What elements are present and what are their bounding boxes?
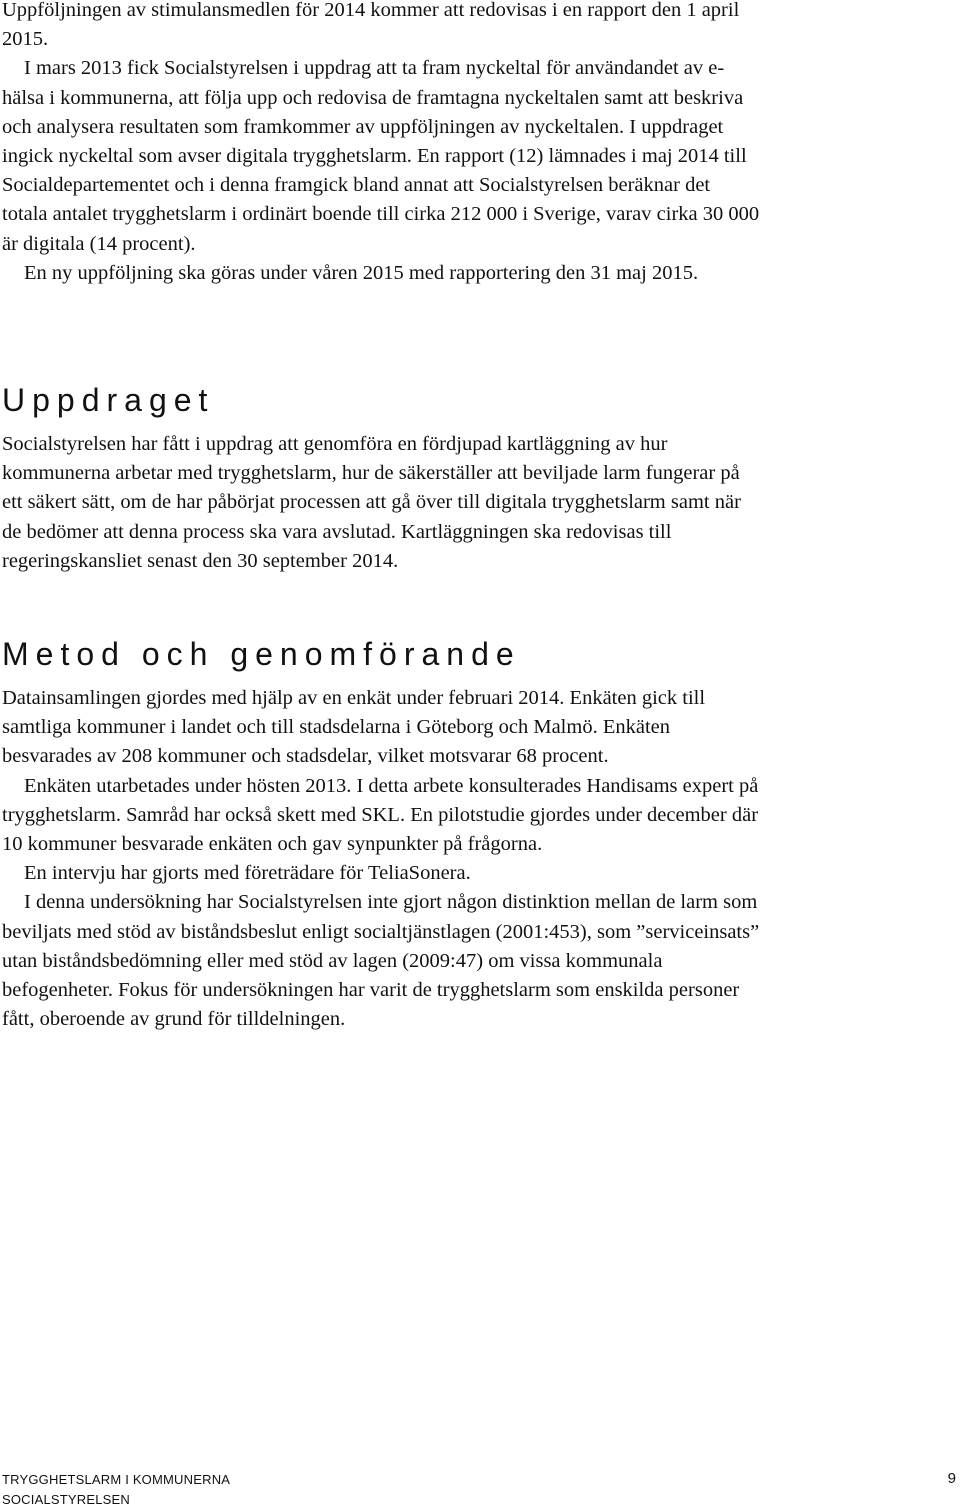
uppdraget-paragraph-1: Socialstyrelsen har fått i uppdrag att genomföra en fördjupad kartläggning av hur kommunerna arbetar med trygghetslarm, hur de säkerställer att beviljade larm fungerar på ett säkert sätt, om de har påbörjat processen att gå över till digitala trygghetslarm samt när de bedömer att denna process ska vara avslutad. Kartläggningen ska redovisas till regeringskansliet senast den 30 september 2014. (2, 433, 741, 572)
intro-paragraph-3: En ny uppföljning ska göras under våren 2015 med rapportering den 31 maj 2015. (24, 261, 699, 284)
metod-section (2, 684, 760, 1034)
metod-paragraph-1: Datainsamlingen gjordes med hjälp av en enkät under februari 2014. Enkäten gick till samtliga kommuner i landet och till stadsdelarna i Göteborg och Malmö. Enkäten besvarades av 208 kommuner och stadsdelar, vilket motsvarar 68 procent. (2, 687, 706, 768)
metod-paragraph-4: I denna undersökning har Socialstyrelsen inte gjort någon distinktion mellan de larm som beviljats med stöd av biståndsbeslut enligt socialtjänstlagen (2001:453), som ”serviceinsats” utan biståndsbedömning eller med stöd av lagen (2009:47) om vissa kommunala befogenheter. Fokus för undersökningen har varit de trygghetslarm som enskilda personer fått, oberoende av grund för tilldelningen. (2, 891, 760, 1031)
intro-paragraph-2: I mars 2013 fick Socialstyrelsen i uppdrag att ta fram nyckeltal för användandet av e-hälsa i kommunerna, att följa upp och redovisa de framtagna nyckeltalen samt att beskriva och analysera resultaten som framkommer av uppföljningen av nyckeltalen. I uppdraget ingick nyckeltal som avser digitala trygghetslarm. En rapport (12) lämnades i maj 2014 till Socialdepartementet och i denna framgick bland annat att Socialstyrelsen beräknar det totala antalet trygghetslarm i ordinärt boende till cirka 212 000 i Sverige, varav cirka 30 000 är digitala (14 procent). (2, 57, 760, 255)
uppdraget-section (2, 430, 760, 576)
page-number: 9 (947, 1470, 956, 1487)
intro-paragraph-1: Uppföljningen av stimulansmedlen för 2014 kommer att redovisas i en rapport den 1 april 2015. (2, 0, 740, 51)
intro-section (2, 0, 760, 288)
footer-publisher: SOCIALSTYRELSEN (2, 1492, 130, 1507)
heading-metod: Metod och genomförande (2, 636, 521, 672)
footer-report-title: TRYGGHETSLARM I KOMMUNERNA (2, 1472, 231, 1487)
heading-uppdraget: Uppdraget (2, 382, 215, 418)
metod-paragraph-3: En intervju har gjorts med företrädare för TeliaSonera. (24, 862, 471, 885)
metod-paragraph-2: Enkäten utarbetades under hösten 2013. I detta arbete konsulterades Handisams expert på trygghetslarm. Samråd har också skett med SKL. En pilotstudie gjordes under december där 10 kommuner besvarade enkäten och gav synpunkter på frågorna. (2, 774, 759, 856)
